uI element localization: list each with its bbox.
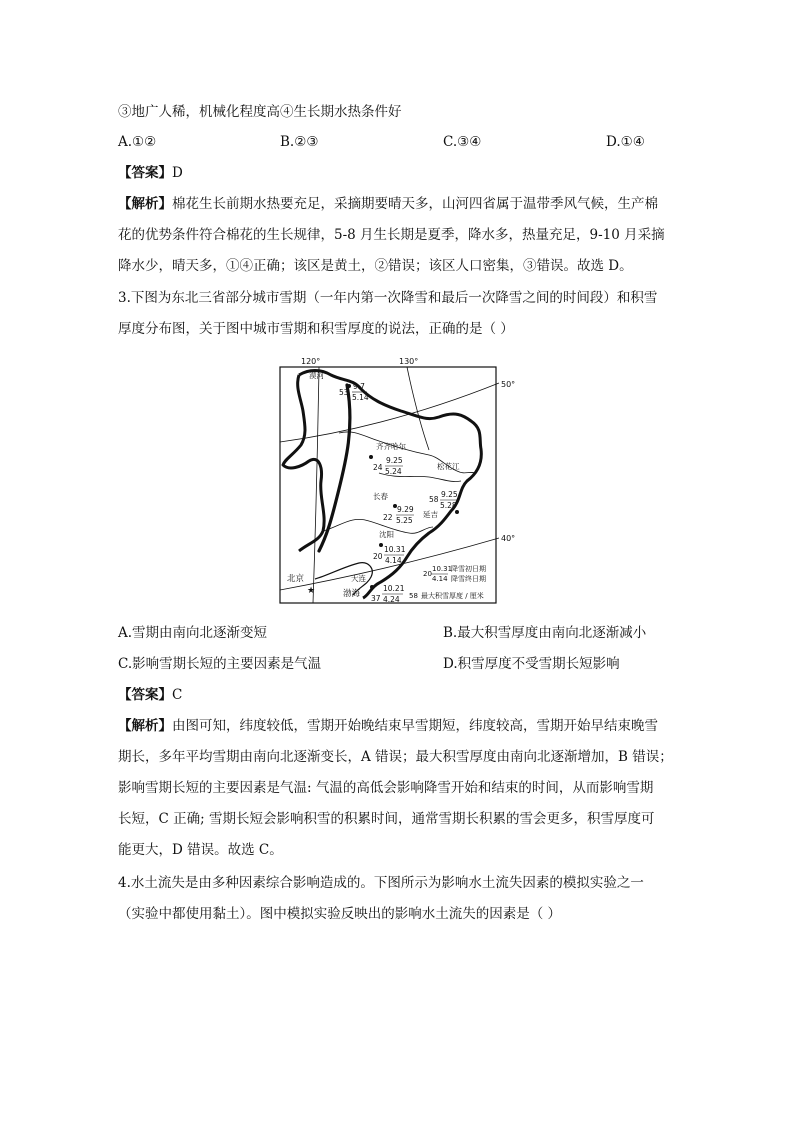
q2-choice-c: C.③④: [443, 134, 482, 150]
depth-changchun: 22: [383, 513, 393, 522]
q2-answer: 【答案】D: [118, 165, 183, 181]
q2-choice-d: D.①④: [606, 134, 645, 150]
q2-choice-a: A.①②: [118, 134, 157, 150]
q3-choice-c: C.影响雪期长短的主要因素是气温: [118, 656, 322, 672]
last-dalian: 4.24: [383, 595, 400, 604]
q4-stem-line: （实验中都使用黏土）。图中模拟实验反映出的影响水土流失的因素是（ ）: [118, 906, 562, 922]
place-songhua: 松花江: [437, 462, 460, 471]
capital-star-icon: ★: [307, 586, 316, 596]
place-qiqihar: 齐齐哈尔: [376, 442, 406, 451]
q2-choice-b: B.②③: [280, 134, 319, 150]
q3-analysis-line: 期长，多年平均雪期由南向北逐渐变长，A 错误；最大积雪厚度由南向北逐渐增加，B 错误；: [118, 749, 673, 765]
last-mohe: 5.14: [352, 393, 369, 402]
q3-analysis-line: 长短，C 正确; 雪期长短会影响积雪的积累时间，通常雪期长积累的雪会更多，积雪厚度可: [118, 811, 655, 827]
q3-analysis-line: 能更大，D 错误。故选 C。: [118, 842, 283, 858]
first-yanji: 9.25: [441, 490, 458, 499]
legend-depth-label: 最大积雪厚度 / 厘米: [421, 592, 484, 600]
station-dot-yanji: [455, 510, 459, 514]
q3-choice-a: A.雪期由南向北逐渐变短: [118, 625, 268, 641]
place-yanji: 延吉: [423, 510, 438, 519]
first-dalian: 10.21: [383, 584, 405, 593]
q2-analysis-line: 降水少，晴天多，①④正确；该区是黄土，②错误；该区人口密集，③错误。故选 D。: [118, 258, 633, 274]
legend-depth-sample: 58: [409, 592, 418, 600]
q2-analysis-line: 花的优势条件符合棉花的生长规律，5-8 月生长期是夏季，降水多，热量充足，9-10 月采摘: [118, 227, 665, 243]
station-dot-qiqihar: [369, 455, 373, 459]
q3-choice-b: B.最大积雪厚度由南向北逐渐减小: [443, 625, 647, 641]
section-marker: 【答案】: [118, 687, 172, 703]
q3-stem-line: 3.下图为东北三省部分城市雪期（一年内第一次降雪和最后一次降雪之间的时间段）和积雪: [118, 290, 658, 306]
last-yanji: 5.28: [440, 501, 457, 510]
first-changchun: 9.29: [397, 505, 414, 514]
place-mohe: 漠河: [309, 371, 324, 380]
section-marker: 【答案】: [118, 165, 172, 181]
section-marker: 【解析】: [118, 718, 172, 734]
depth-mohe: 53: [339, 388, 349, 397]
q3-choice-d: D.积雪厚度不受雪期长短影响: [443, 656, 620, 672]
q3-analysis-line: 【解析】由图可知，纬度较低，雪期开始晚结束早雪期短，纬度较高，雪期开始早结束晚雪: [118, 718, 658, 734]
place-changchun: 长春: [373, 492, 388, 501]
depth-shenyang: 20: [373, 552, 383, 561]
legend-last-value: 4.14: [432, 575, 448, 583]
first-mohe: 9.7: [353, 382, 365, 391]
legend-first-label: 降雪初日期: [451, 565, 486, 573]
place-shenyang: 沈阳: [379, 530, 394, 539]
q2-analysis-line: 【解析】棉花生长前期水热要充足，采摘期要晴天多，山河四省属于温带季风气候，生产棉: [118, 196, 658, 212]
station-dot-dalian: [370, 585, 374, 589]
last-qiqihar: 5.24: [385, 467, 402, 476]
lon-label-130: 130°: [399, 357, 419, 366]
depth-qiqihar: 24: [373, 463, 383, 472]
section-marker: 【解析】: [118, 196, 172, 212]
q4-stem-line: 4.水土流失是由多种因素综合影响造成的。下图所示为影响水土流失因素的模拟实验之一: [118, 875, 644, 891]
legend-depth-value: 20: [423, 570, 432, 578]
depth-yanji: 58: [429, 495, 439, 504]
lon-label-120: 120°: [301, 357, 321, 366]
first-qiqihar: 9.25: [386, 456, 403, 465]
legend-first-value: 10.31: [432, 565, 453, 573]
q3-stem-line: 厚度分布图，关于图中城市雪期和积雪厚度的说法，正确的是（ ）: [118, 321, 514, 337]
station-dot-shenyang: [379, 543, 383, 547]
lat-label-40: 40°: [501, 534, 516, 543]
q3-analysis-line: 影响雪期长短的主要因素是气温: 气温的高低会影响降雪开始和结束的时间，从而影响雪期: [118, 780, 654, 796]
q3-answer: 【答案】C: [118, 687, 183, 703]
depth-dalian: 37: [371, 594, 381, 603]
legend-last-label: 降雪终日期: [451, 575, 486, 583]
place-beijing: 北京: [287, 574, 305, 584]
last-shenyang: 4.14: [385, 556, 402, 565]
last-changchun: 5.25: [396, 516, 413, 525]
lat-label-50: 50°: [501, 380, 516, 389]
place-dalian: 大连: [351, 574, 366, 583]
snow-period-map: [279, 355, 519, 605]
place-bohai: 渤海: [343, 589, 361, 599]
first-shenyang: 10.31: [384, 545, 406, 554]
q2-option-line: ③地广人稀，机械化程度高④生长期水热条件好: [118, 104, 402, 120]
